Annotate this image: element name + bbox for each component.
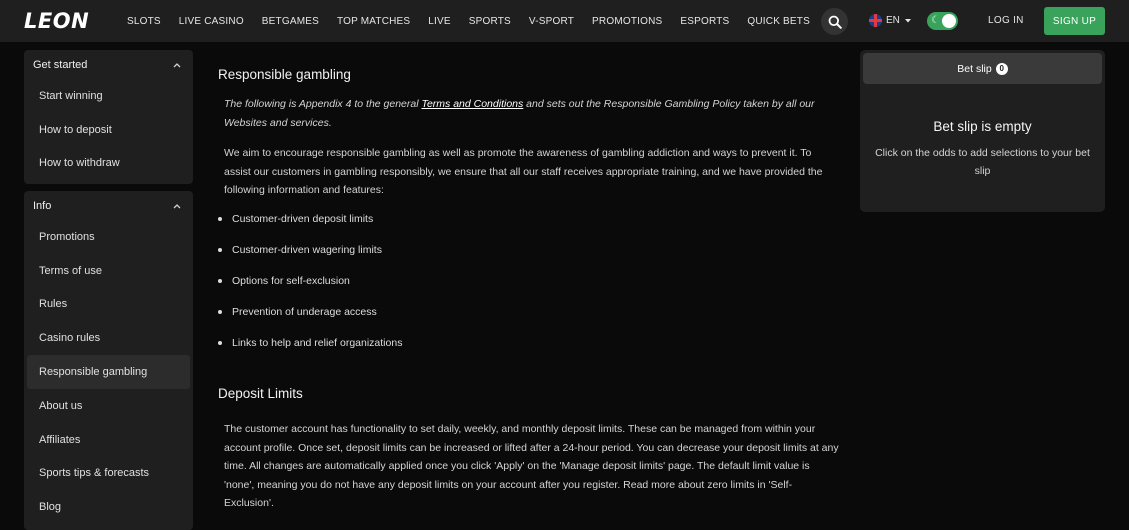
nav-betgames[interactable]: BETGAMES <box>261 15 319 27</box>
get-started-title: Get started <box>33 58 88 71</box>
sidebar-item-about-us[interactable]: About us <box>39 399 83 412</box>
language-selector[interactable] <box>869 14 913 27</box>
betslip-button[interactable] <box>863 53 1102 84</box>
chevron-up-icon <box>172 61 182 69</box>
language-label: EN <box>886 15 900 26</box>
sidebar-item-rules[interactable]: Rules <box>39 298 68 311</box>
info-title: Info <box>33 199 52 212</box>
nav-promotions[interactable]: PROMOTIONS <box>592 15 663 27</box>
intro-text-start: The following is Appendix 4 to the general <box>224 98 422 110</box>
list-item-text: Customer-driven deposit limits <box>232 213 374 225</box>
sidebar-item-how-to-withdraw[interactable]: How to withdraw <box>39 157 120 170</box>
nav-live-casino[interactable]: LIVE CASINO <box>178 15 244 27</box>
page-title: Responsible gambling <box>218 67 351 82</box>
caret-down-icon <box>903 17 913 25</box>
list-item <box>218 244 382 256</box>
search-icon <box>828 15 842 29</box>
nav-esports[interactable]: ESPORTS <box>680 15 730 27</box>
list-item-text: Options for self-exclusion <box>232 275 350 287</box>
terms-link[interactable]: Terms and Conditions <box>421 98 524 110</box>
signup-button[interactable]: SIGN UP <box>1044 7 1105 35</box>
sidebar-item-sports-tips[interactable]: Sports tips & forecasts <box>39 467 150 480</box>
nav-sports[interactable]: SPORTS <box>468 15 511 27</box>
moon-icon: ☾ <box>931 15 940 26</box>
betslip-empty-text: Click on the odds to add selections to your bet slip <box>875 147 1090 177</box>
aim-paragraph: We aim to encourage responsible gambling as well as promote the awareness of gambling addiction and ways to prevent it. To assist our customers in gambling responsibly, we ensure that all our staff receives appropriate training, and we have provided the following information and features: <box>224 147 823 196</box>
intro-paragraph <box>224 95 840 132</box>
leon-logo[interactable]: LEON <box>24 9 90 33</box>
chevron-up-icon <box>172 202 182 210</box>
sidebar-item-affiliates[interactable]: Affiliates <box>39 433 81 446</box>
login-button[interactable]: LOG IN <box>988 15 1024 26</box>
nav-top-matches[interactable]: TOP MATCHES <box>336 15 411 27</box>
betslip-label: Bet slip <box>957 62 992 75</box>
list-item <box>218 306 377 318</box>
top-header <box>0 0 1129 42</box>
betslip-panel <box>860 50 1105 212</box>
sidebar-item-blog[interactable]: Blog <box>39 501 62 514</box>
sidebar-item-terms-of-use[interactable]: Terms of use <box>39 264 102 277</box>
bullet-dot <box>218 279 222 283</box>
list-item-text: Prevention of underage access <box>232 306 377 318</box>
bullet-dot <box>218 248 222 252</box>
nav-live[interactable]: LIVE <box>428 15 451 27</box>
bullet-dot <box>218 217 222 221</box>
nav-slots[interactable]: SLOTS <box>127 15 161 27</box>
sidebar-item-how-to-deposit[interactable]: How to deposit <box>39 123 112 136</box>
nav-v-sport[interactable]: V-SPORT <box>528 15 575 27</box>
list-item <box>218 213 373 225</box>
list-item <box>218 337 402 349</box>
betslip-count-badge: 0 <box>996 63 1008 75</box>
sidebar-info <box>24 191 193 530</box>
bullet-dot <box>218 310 222 314</box>
sidebar-item-casino-rules[interactable]: Casino rules <box>39 332 101 345</box>
intro-text-end: and sets out the Responsible Gambling Policy taken by all our Websites and services. <box>224 98 815 129</box>
deposit-limits-title: Deposit Limits <box>218 386 303 401</box>
sidebar-item-promotions[interactable]: Promotions <box>39 230 95 243</box>
sidebar-item-responsible-gambling[interactable]: Responsible gambling <box>27 355 190 389</box>
list-item-text: Customer-driven wagering limits <box>232 244 382 256</box>
bullet-dot <box>218 341 222 345</box>
toggle-knob <box>942 14 956 28</box>
deposit-limits-paragraph: The customer account has functionality to set daily, weekly, and monthly deposit limits. These can be managed from within your account profile. Once set, deposit limits can be increased or lifted after a 24-hour period. You can decrease your deposit limits at any time. All changes are automatically applied once you click 'Apply' on the 'Manage deposit limits' page. The default limit value is 'none', meaning you do not have any deposit limits on your account after you register. Read more about zero limits in 'Self-Exclusion'. <box>224 423 839 509</box>
list-item-text: Links to help and relief organizations <box>232 337 403 349</box>
search-button[interactable] <box>821 8 848 35</box>
uk-flag-icon <box>869 14 882 27</box>
list-item <box>218 275 350 287</box>
info-header[interactable] <box>24 191 193 220</box>
nav-quick-bets[interactable]: QUICK BETS <box>747 15 810 27</box>
sidebar-get-started <box>24 50 193 184</box>
main-nav <box>127 0 846 42</box>
betslip-empty-title: Bet slip is empty <box>933 119 1032 134</box>
get-started-header[interactable] <box>24 50 193 79</box>
sidebar-item-start-winning[interactable]: Start winning <box>39 89 103 102</box>
theme-toggle[interactable] <box>927 12 958 30</box>
